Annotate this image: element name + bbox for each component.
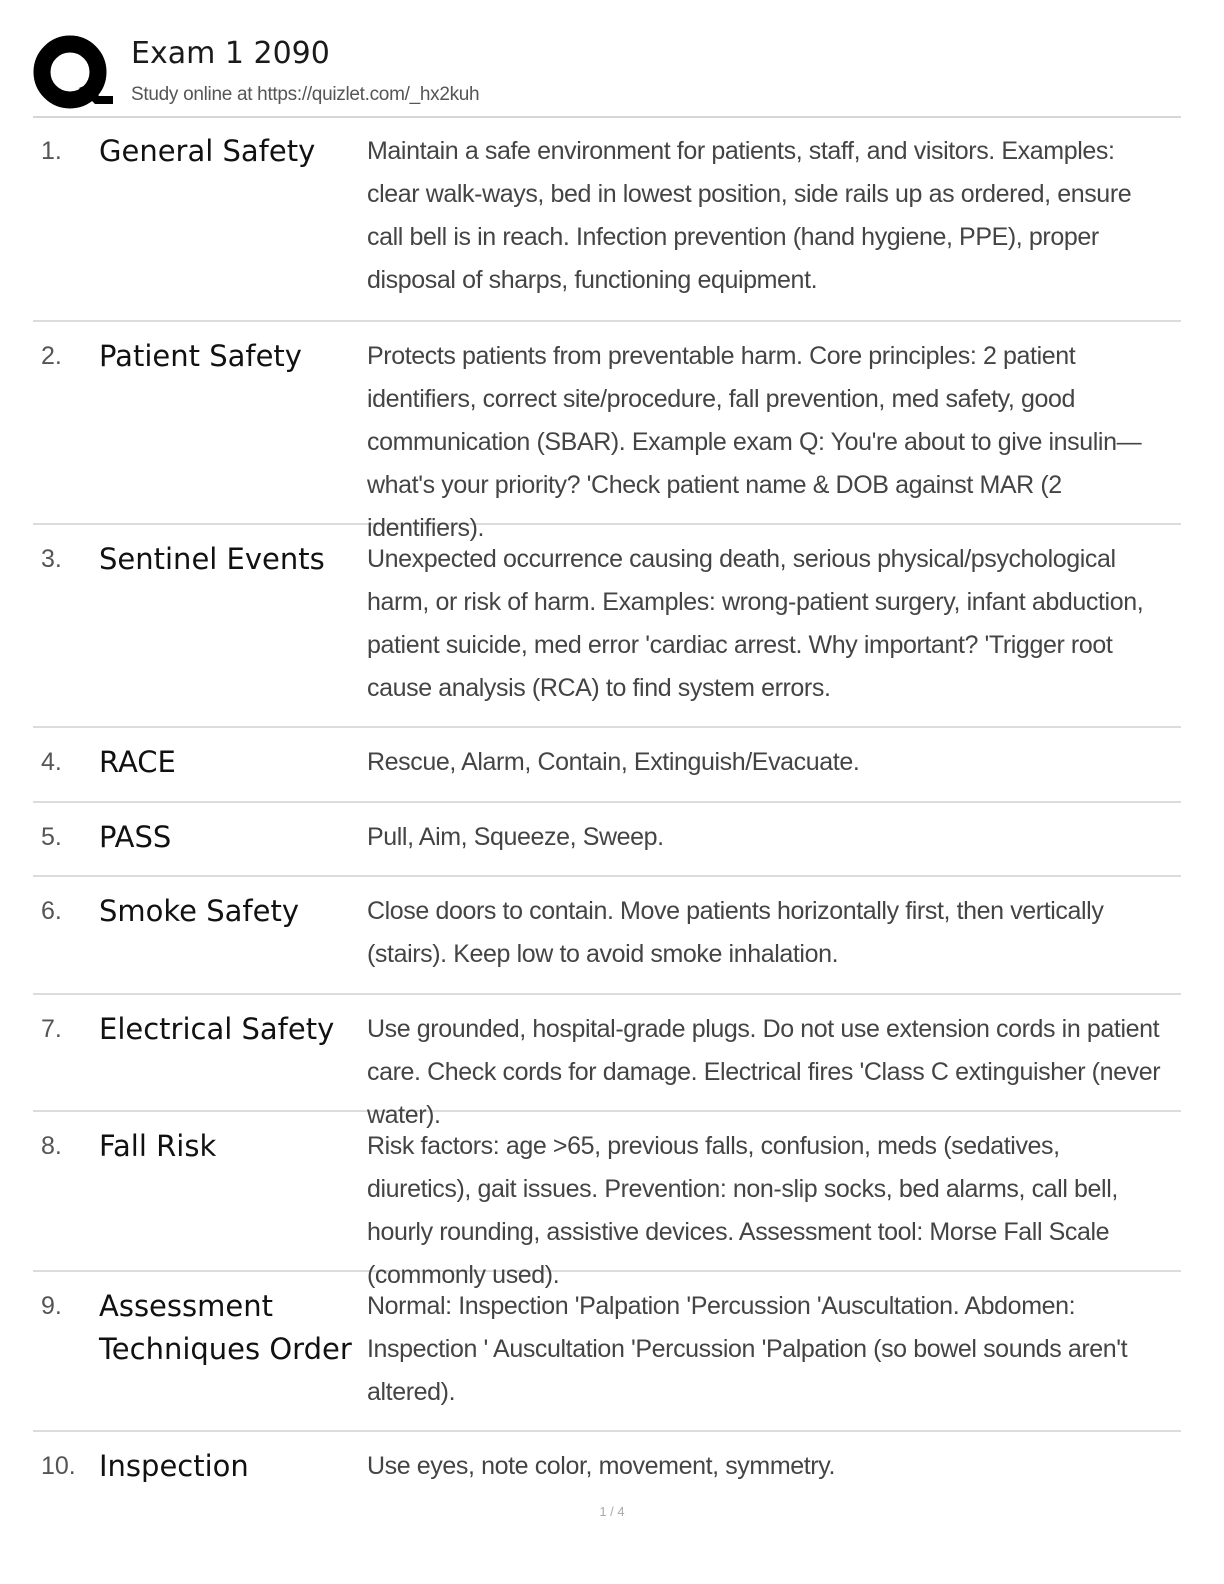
- study-online-link[interactable]: Study online at https://quizlet.com/_hx2kuh: [131, 84, 480, 105]
- flashcard-list: [33, 118, 1181, 1496]
- item-term: Electrical Safety: [99, 1012, 335, 1046]
- item-definition: Close doors to contain. Move patients horizontally first, then vertically (stairs). Keep low to avoid smoke inhalation.: [367, 897, 1104, 968]
- list-item: [33, 728, 1181, 803]
- list-item: [33, 118, 1181, 322]
- page-title: Exam 1 2090: [131, 36, 330, 71]
- list-item: [33, 322, 1181, 542]
- item-term: General Safety: [99, 134, 316, 168]
- page-number: 1 / 4: [599, 1504, 625, 1519]
- item-number: 10.: [41, 1452, 76, 1480]
- item-definition: Rescue, Alarm, Contain, Extinguish/Evacuate.: [367, 748, 860, 776]
- item-number: 4.: [41, 748, 62, 776]
- item-term: Assessment Techniques Order: [99, 1289, 352, 1366]
- item-term: Smoke Safety: [99, 894, 299, 928]
- item-number: 9.: [41, 1292, 62, 1320]
- item-number: 1.: [41, 137, 62, 165]
- item-number: 7.: [41, 1015, 62, 1043]
- list-item: [33, 1272, 1181, 1432]
- item-number: 8.: [41, 1132, 62, 1160]
- item-definition: Protects patients from preventable harm. Core principles: 2 patient identifiers, correct site/procedure, fall prevention, med safety, good communication (SBAR). Example exam Q: You're about to give insulin—what's your priority? 'Check patient name & DOB against MAR (2 identifiers).: [367, 342, 1142, 542]
- item-number: 3.: [41, 545, 62, 573]
- item-definition: Unexpected occurrence causing death, serious physical/psychological harm, or risk of harm. Examples: wrong-patient surgery, infant abduction, patient suicide, med error 'cardiac arrest. Why important? 'Trigger root cause analysis (RCA) to find system errors.: [367, 545, 1144, 702]
- list-item: [33, 525, 1181, 728]
- item-term: PASS: [99, 820, 172, 854]
- item-definition: Use eyes, note color, movement, symmetry.: [367, 1452, 836, 1480]
- item-number: 5.: [41, 823, 62, 851]
- page-header: [33, 32, 1183, 116]
- item-definition: Maintain a safe environment for patients, staff, and visitors. Examples: clear walk-ways, bed in lowest position, side rails up as ordered, ensure call bell is in reach. Infection prevention (hand hygiene, PPE), proper disposal of sharps, functioning equipment.: [367, 137, 1132, 294]
- item-definition: Normal: Inspection 'Palpation 'Percussion 'Auscultation. Abdomen: Inspection ' Auscultation 'Percussion 'Palpation (so bowel sounds aren't altered).: [367, 1292, 1128, 1406]
- list-item: [33, 1432, 1181, 1496]
- quizlet-logo-icon: [33, 34, 113, 114]
- list-item: [33, 803, 1181, 877]
- item-term: Sentinel Events: [99, 542, 325, 576]
- item-definition: Risk factors: age >65, previous falls, confusion, meds (sedatives, diuretics), gait issues. Prevention: non-slip socks, bed alarms, call bell, hourly rounding, assistive devices. Assessment tool: Morse Fall Scale (commonly used).: [367, 1132, 1118, 1289]
- item-term: RACE: [99, 745, 176, 779]
- list-item: [33, 877, 1181, 995]
- list-item: [33, 1112, 1181, 1289]
- item-term: Fall Risk: [99, 1129, 217, 1163]
- list-item: [33, 995, 1181, 1129]
- item-term: Patient Safety: [99, 339, 302, 373]
- item-definition: Use grounded, hospital-grade plugs. Do not use extension cords in patient care. Check cords for damage. Electrical fires 'Class C extinguisher (never water).: [367, 1015, 1161, 1129]
- item-number: 6.: [41, 897, 62, 925]
- item-definition: Pull, Aim, Squeeze, Sweep.: [367, 823, 664, 851]
- item-term: Inspection: [99, 1449, 249, 1483]
- item-number: 2.: [41, 342, 62, 370]
